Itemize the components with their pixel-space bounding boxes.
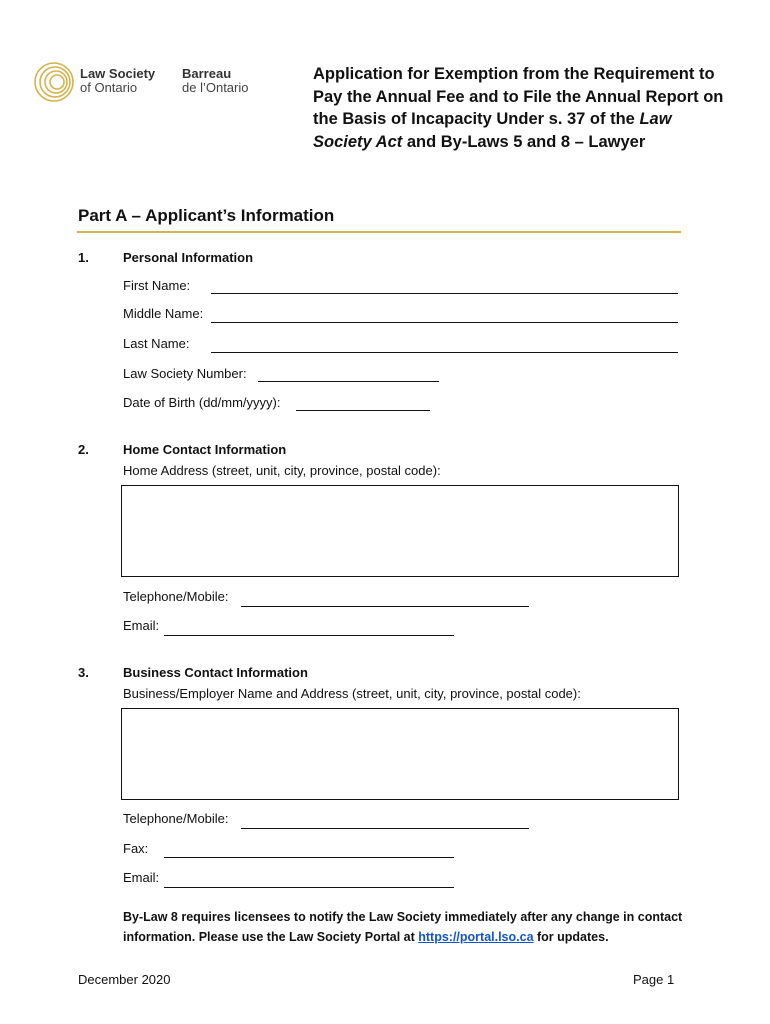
law-society-logo-icon xyxy=(33,61,75,103)
home-address-field[interactable] xyxy=(121,485,679,577)
business-fax-label: Fax: xyxy=(123,841,149,856)
footer-page-number: Page 1 xyxy=(633,972,675,987)
business-fax-field[interactable] xyxy=(164,857,454,858)
title-part2: and By-Laws 5 and 8 – Lawyer xyxy=(402,132,646,151)
last-name-field[interactable] xyxy=(211,352,678,353)
logo-french xyxy=(182,67,248,95)
bylaw-note xyxy=(123,907,693,947)
section3-number: 3. xyxy=(78,665,89,680)
section3-heading: Business Contact Information xyxy=(123,665,308,680)
law-society-number-label: Law Society Number: xyxy=(123,366,247,381)
business-telephone-label: Telephone/Mobile: xyxy=(123,811,229,826)
section1-number: 1. xyxy=(78,250,89,265)
home-email-field[interactable] xyxy=(164,635,454,636)
logo-en-line2: of Ontario xyxy=(80,80,138,95)
middle-name-field[interactable] xyxy=(211,322,678,323)
note-text-part1: By-Law 8 requires licensees to notify the Law Society immediately after any change in contact information. Please use the Law Society Portal at xyxy=(123,910,683,944)
business-email-field[interactable] xyxy=(164,887,454,888)
portal-link[interactable]: https://portal.lso.ca xyxy=(418,930,534,944)
logo-en-line1: Law Society xyxy=(80,66,156,81)
home-address-label: Home Address (street, unit, city, province, postal code): xyxy=(123,463,441,478)
note-text-part2: for updates. xyxy=(533,930,609,944)
footer-date: December 2020 xyxy=(78,972,171,987)
business-email-label: Email: xyxy=(123,870,160,885)
section2-number: 2. xyxy=(78,442,89,457)
last-name-label: Last Name: xyxy=(123,336,190,351)
middle-name-label: Middle Name: xyxy=(123,306,204,321)
section2-heading: Home Contact Information xyxy=(123,442,287,457)
title-italic: Law Society Act xyxy=(313,110,672,151)
law-society-number-field[interactable] xyxy=(258,381,439,382)
first-name-label: First Name: xyxy=(123,278,191,293)
dob-label: Date of Birth (dd/mm/yyyy): xyxy=(123,395,281,410)
title-part1: Application for Exemption from the Requirement to Pay the Annual Fee and to File the Annual Report on the Basis of Incapacity Under s. 37 of the xyxy=(313,65,724,128)
logo-fr-line1: Barreau xyxy=(182,66,232,81)
section1-heading: Personal Information xyxy=(123,250,254,265)
business-address-label: Business/Employer Name and Address (street, unit, city, province, postal code): xyxy=(123,686,581,701)
first-name-field[interactable] xyxy=(211,293,678,294)
home-telephone-field[interactable] xyxy=(241,606,529,607)
logo-english xyxy=(80,67,155,95)
part-a-title: Part A – Applicant’s Information xyxy=(78,206,335,225)
logo-fr-line2: de l’Ontario xyxy=(182,80,249,95)
business-address-field[interactable] xyxy=(121,708,679,800)
part-a-divider xyxy=(77,231,681,233)
home-email-label: Email: xyxy=(123,618,160,633)
form-title xyxy=(313,63,733,153)
dob-field[interactable] xyxy=(296,410,430,411)
business-telephone-field[interactable] xyxy=(241,828,529,829)
home-telephone-label: Telephone/Mobile: xyxy=(123,589,229,604)
